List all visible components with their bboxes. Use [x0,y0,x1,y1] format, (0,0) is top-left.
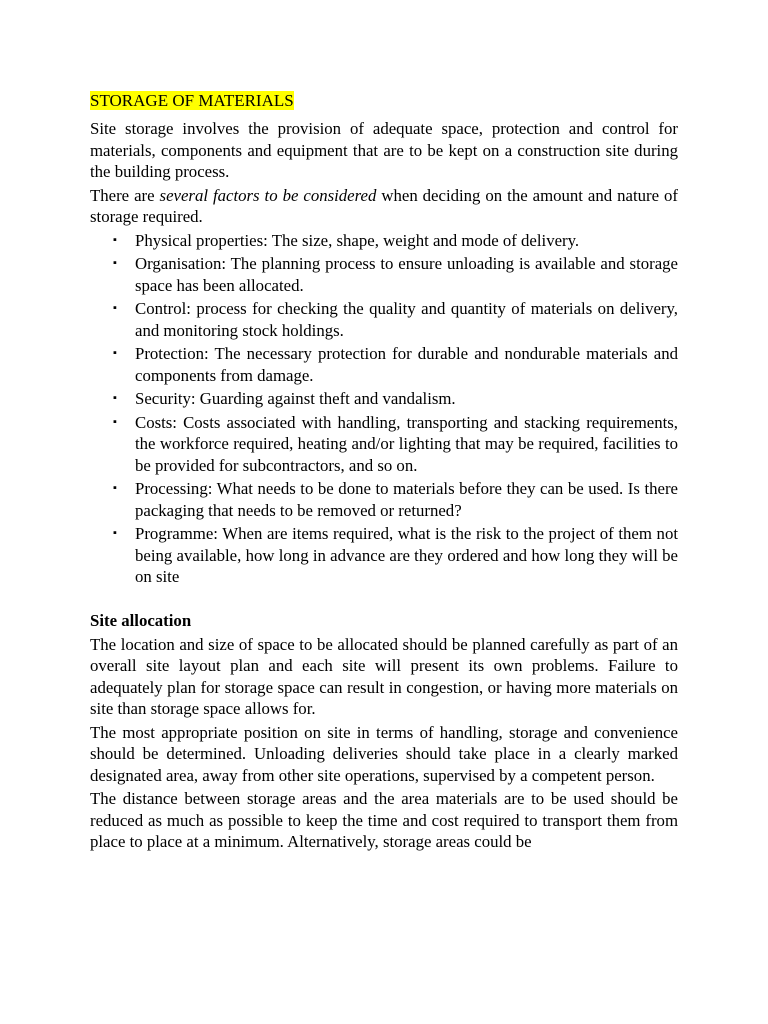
bullet-icon: ▪ [113,527,117,539]
factor-item [113,412,678,477]
factor-item [113,253,678,296]
site-allocation-paragraph: The most appropriate position on site in terms of handling, storage and convenience should be determined. Unloading deliveries should take place in a clearly marked designated area, away from other site operations, supervised by a competent person. [90,722,678,785]
factor-text: Control: process for checking the quality and quantity of materials on delivery, and monitoring stock holdings. [135,299,678,340]
factors-intro-after: when deciding on the amount and nature of storage required. [90,185,678,226]
factors-intro-paragraph [90,185,678,228]
factor-item [113,230,678,252]
factor-text: Costs: Costs associated with handling, transporting and stacking requirements, the workforce required, heating and/or lighting that may be required, facilities to be provided for subcontractors, and so on. [135,412,678,475]
factor-text: Security: Guarding against theft and vandalism. [135,389,456,408]
bullet-icon: ▪ [113,257,117,269]
factors-list [90,230,678,588]
document-title [90,90,294,112]
factor-item [113,388,678,410]
factor-text: Organisation: The planning process to ensure unloading is available and storage space has been allocated. [135,254,678,295]
factors-intro-emphasis: several factors to be considered [159,185,377,205]
factor-text: Processing: What needs to be done to materials before they can be used. Is there packaging that needs to be removed or returned? [135,479,678,520]
factors-intro-before: There are [90,185,160,205]
factor-text: Protection: The necessary protection for durable and nondurable materials and components from damage. [135,344,678,385]
factor-item [113,298,678,341]
intro-paragraph: Site storage involves the provision of adequate space, protection and control for materials, components and equipment that are to be kept on a construction site during the building process. [90,119,678,181]
bullet-icon: ▪ [113,482,117,494]
site-allocation-paragraph: The location and size of space to be allocated should be planned carefully as part of an overall site layout plan and each site will present its own problems. Failure to adequately plan for storage space can result in congestion, or having more materials on site than storage space allows for. [90,634,678,718]
site-allocation-heading: Site allocation [90,610,192,630]
factor-item [113,523,678,588]
bullet-icon: ▪ [113,392,117,404]
bullet-icon: ▪ [113,233,117,246]
factor-item [113,343,678,386]
factor-text: Physical properties: The size, shape, weight and mode of delivery. [135,230,580,250]
bullet-icon: ▪ [113,302,117,314]
bullet-icon: ▪ [113,347,117,359]
factor-text: Programme: When are items required, what is the risk to the project of them not being available, how long in advance are they ordered and how long they will be on site [135,524,678,586]
factor-item [113,478,678,521]
site-allocation-paragraph: The distance between storage areas and the area materials are to be used should be reduced as much as possible to keep the time and cost required to transport them from place to place at a minimum. Alternatively, storage areas could be [90,789,678,851]
bullet-icon: ▪ [113,415,117,428]
title-highlight: STORAGE OF MATERIALS [90,91,294,110]
